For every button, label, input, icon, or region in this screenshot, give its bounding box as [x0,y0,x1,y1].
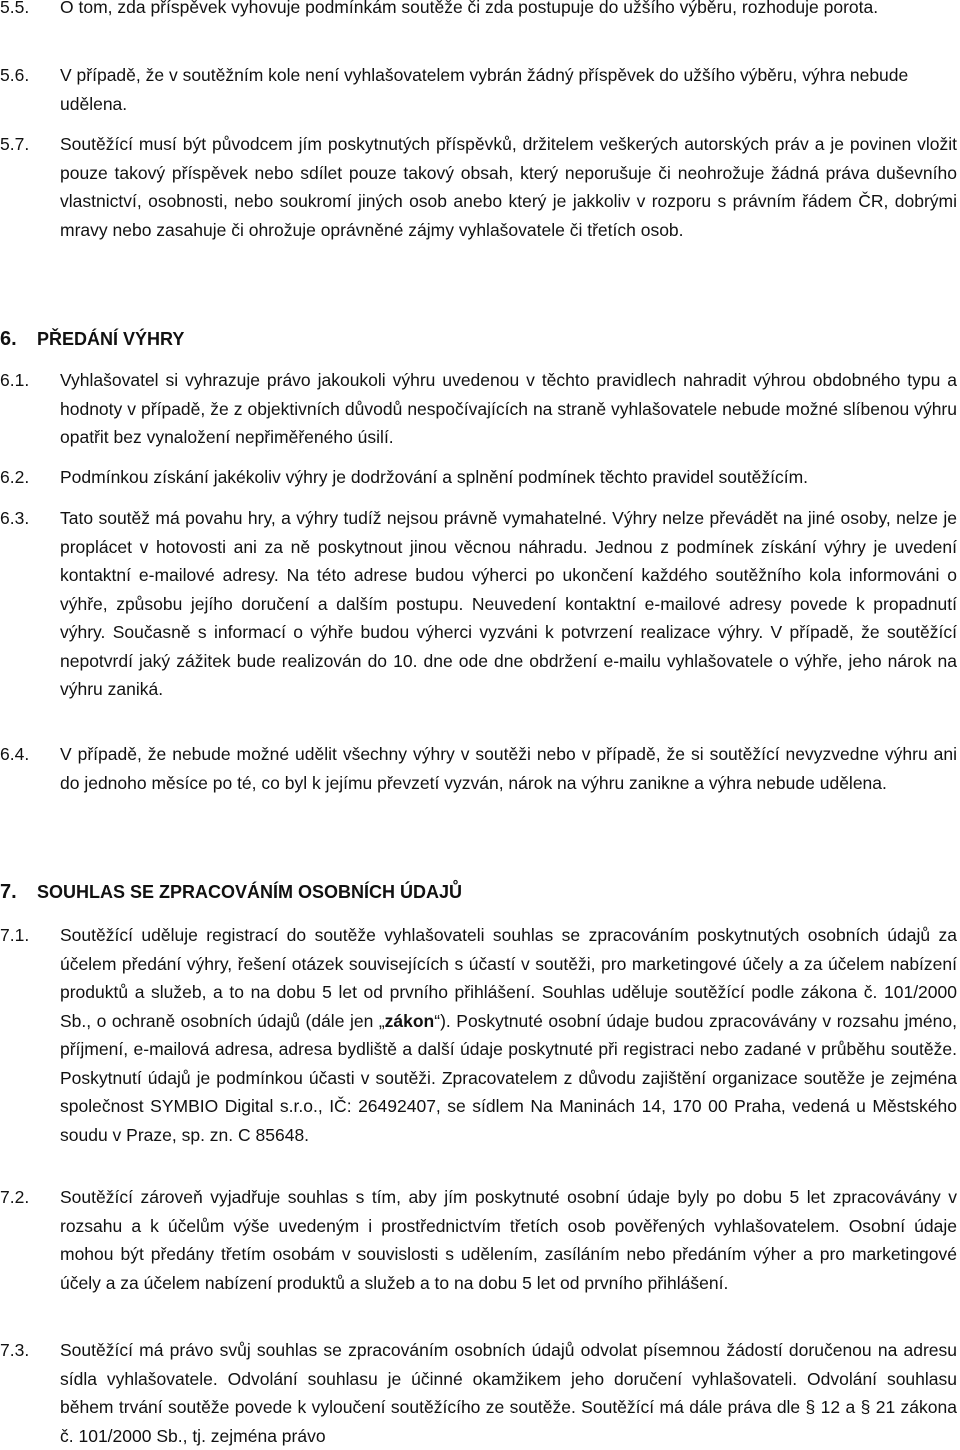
clause-text: V případě, že nebude možné udělit všechny výhry v soutěži nebo v případě, že si soutěžící nevyzvedne výhru ani do jednoho měsíce po té, co byl k jejímu převzetí vyzván, nárok na výhru zanikne a výhra nebude udělena. [60,744,957,793]
clause-text: Vyhlašovatel si vyhrazuje právo jakoukoli výhru uvedenou v těchto pravidlech nahradit výhrou obdobného typu a hodnoty v případě, že z objektivních důvodů nespočívajících na straně vyhlašovatele nebude možné slíbenou výhru opatřit bez vynaložení nepřiměřeného úsilí. [60,370,957,447]
clause-number: 7.2. [0,1187,30,1207]
clause-number: 5.6. [0,65,30,85]
clause-text: Soutěžící musí být původcem jím poskytnutých příspěvků, držitelem veškerých autorských práv a je povinen vložit pouze takový příspěvek nebo sdílet pouze takový obsah, který neporušuje či neohrožuje žádná práva duševního vlastnictví, osobnosti, nebo soukromí jiných osob anebo který je jakkoliv v rozporu s právním řádem ČR, dobrými mravy nebo zasahuje či ohrožuje oprávněné zájmy vyhlašovatele či třetích osob. [60,134,957,240]
clause-number: 7.1. [0,925,30,945]
clause-text-part: Soutěžící uděluje registrací do soutěže vyhlašovateli souhlas se zpracováním poskytnutých osobních údajů za účelem předání výhry, řešení otázek souvisejících s účastí v soutěži, pro marketingové účely a za účelem nabízení produktů a služeb, a to na dobu 5 let od prvního přihlášení. Souhlas uděluje soutěžící podle zákona č. 101/2000 Sb., o ochraně osobních údajů (dále jen „ [60,925,957,1031]
clause-number: 5.7. [0,134,30,154]
defined-term: zákon [384,1010,435,1031]
clause-number: 7.3. [0,1340,30,1360]
clause-text: V případě, že v soutěžním kole není vyhlašovatelem vybrán žádný příspěvek do užšího výběru, výhra nebude udělena. [60,65,909,114]
clause-text: Soutěžící zároveň vyjadřuje souhlas s tím, aby jím poskytnuté osobní údaje byly po dobu 5 let zpracovávány v rozsahu a k účelům výše uvedeným i prostřednictvím třetích osob pověřených vyhlašovatelem. Osobní údaje mohou být předány třetím osobám v souvislosti s udělením, zasíláním nebo předáním výher a pro marketingové účely a za účelem nabízení produktů a služeb a to na dobu 5 let od prvního přihlášení. [60,1187,957,1293]
heading-number: 6. [0,328,17,350]
section-heading-6 [0,325,184,353]
clause-text: Tato soutěž má povahu hry, a výhry tudíž nejsou právně vymahatelné. Výhry nelze převádět na jiné osoby, nelze je proplácet v hotovosti ani za ně poskytnout jinou věcnou náhradu. Jednou z podmínek získání výhry je uvedení kontaktní e-mailové adresy. Na této adrese budou výherci po ukončení každého soutěžního kola informováni o výhře, způsobu jejího doručení a dalším postupu. Neuvedení kontaktní e-mailové adresy povede k propadnutí výhry. Současně s informací o výhře budou výherci vyzváni k potvrzení realizace výhry. V případě, že soutěžící nepotvrdí jaký zážitek bude realizován do 10. dne ode dne obdržení e-mailu vyhlašovatele o výhře, jeho nárok na výhru zaniká. [60,508,957,699]
clause-number: 6.1. [0,370,30,390]
clause-number: 6.4. [0,744,30,764]
clause-text [60,921,957,1149]
clause-text-part: “). Poskytnuté osobní údaje budou zpracovávány v rozsahu jméno, příjmení, e-mailová adresa, adresa bydliště a další údaje poskytnuté při registraci nebo zadané v průběhu soutěže. Poskytnutí údajů je podmínkou účasti v soutěži. Zpracovatelem z důvodu zajištění organizace soutěže je zejména společnost SYMBIO Digital s.r.o., IČ: 26492407, se sídlem Na Maninách 14, 170 00 Praha, vedená u Městského soudu v Praze, sp. zn. C 85648. [60,1010,957,1145]
clause-text: Soutěžící má právo svůj souhlas se zpracováním osobních údajů odvolat písemnou žádostí doručenou na adresu sídla vyhlašovatele. Odvolání souhlasu je účinné okamžikem jeho doručení vyhlašovateli. Odvolání souhlasu během trvání soutěže povede k vyloučení soutěžícího ze soutěže. Soutěžící má dále práva dle § 12 a § 21 zákona č. 101/2000 Sb., tj. zejména právo [60,1340,957,1446]
clause-text: O tom, zda příspěvek vyhovuje podmínkám soutěže či zda postupuje do užšího výběru, rozhoduje porota. [60,0,879,17]
clause-number: 6.3. [0,508,30,528]
clause-text: Podmínkou získání jakékoliv výhry je dodržování a splnění podmínek těchto pravidel soutěžícím. [60,467,809,487]
section-heading-7 [0,878,462,906]
clause-number: 5.5. [0,0,30,17]
heading-title: PŘEDÁNÍ VÝHRY [37,329,185,349]
clause-number: 6.2. [0,467,30,487]
heading-number: 7. [0,881,17,903]
heading-title: SOUHLAS SE ZPRACOVÁNÍM OSOBNÍCH ÚDAJŮ [37,882,463,902]
